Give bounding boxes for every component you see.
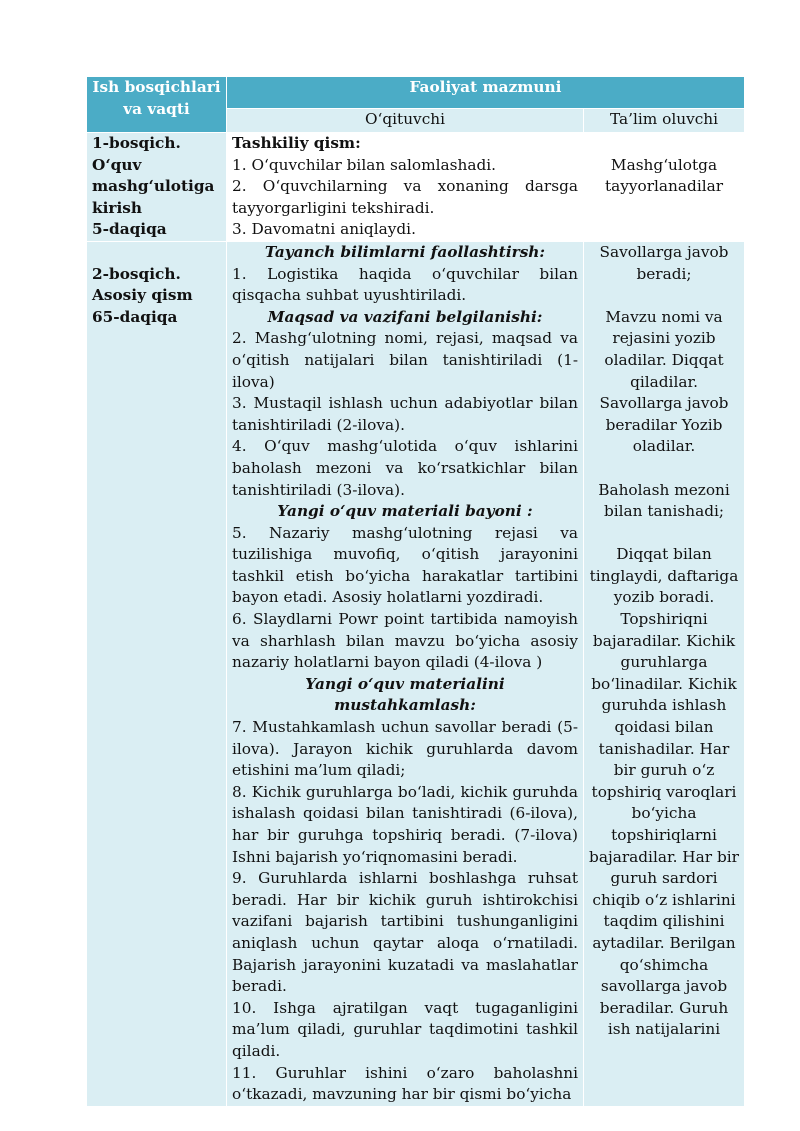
teacher-item: 3. Davomatni aniqlaydi.: [232, 220, 416, 239]
stage-1-line: 5-daqiqa: [92, 220, 167, 239]
teacher-item: 5. Nazariy mashg‘ulotning rejasi va tuzilishiga muvofiq, o‘qitish jarayonini tashkil etish bo‘yicha harakatlar tartibini bayon etadi. Asosiy holatlarni yozdiradi.: [232, 523, 578, 607]
student-text: Baholash mezoni bilan tanishadi;: [598, 480, 730, 521]
stage-1-line: mashg‘ulotiga: [92, 177, 215, 196]
teacher-item: 8. Kichik guruhlarga bo‘ladi, kichik guruhda ishalash qoidasi bilan tanishtiradi (6-ilova), har bir guruhga topshiriq beradi. (7-ilova) Ishni bajarish yo‘riqnomasini beradi.: [232, 782, 578, 866]
teacher-item: 7. Mustahkamlash uchun savollar beradi (5-ilova). Jarayon kichik guruhlarda davom etishini ma’lum qiladi;: [232, 718, 578, 780]
teacher-item: 9. Guruhlarda ishlarni boshlashga ruhsat beradi. Har bir kichik guruh ishtirokchisi vazifani bajarish tartibini tushunganligini aniqlash uchun qaytar aloqa o‘rnatiladi. Bajarish jarayonini kuzatadi va maslahatlar beradi.: [232, 869, 578, 996]
section-heading: Yangi o‘quv materialini mustahkamlash:: [305, 674, 505, 715]
header-stage-time: Ish bosqichlari va vaqti: [87, 77, 227, 133]
student-text: Mashg‘ulotga tayyorlanadilar: [604, 155, 724, 196]
lesson-plan-table: [86, 76, 745, 1107]
teacher-item: 1. O‘quvchilar bilan salomlashadi.: [232, 155, 497, 174]
teacher-item: 2. Mashg‘ulotning nomi, rejasi, maqsad va o‘qitish natijalari bilan tanishtiriladi (1-ilova): [232, 329, 578, 391]
teacher-item: 6. Slaydlarni Powr point tartibida namoyish va sharhlash bilan mavzu bo‘yicha asosiy nazariy holatlarni bayon qiladi (4-ilova ): [232, 610, 578, 672]
section-heading: Maqsad va vazifani belgilanishi:: [267, 307, 543, 326]
stage-1-cell: [87, 133, 227, 242]
section-heading: Tayanch bilimlarni faollashtirsh:: [264, 242, 546, 261]
stage-1-line: O‘quv: [92, 155, 142, 174]
stage-2-cell: [87, 241, 227, 1106]
stage-1-line: 1-bosqich.: [92, 134, 181, 152]
stage-2-row: [87, 241, 745, 1106]
student-text: Savollarga javob beradi;: [599, 242, 729, 283]
stage-2-line: 65-daqiqa: [92, 307, 178, 326]
stage-1-student-cell: [584, 133, 745, 242]
stage-2-line: Asosiy qism: [92, 286, 193, 305]
teacher-item: 4. O‘quv mashg‘ulotida o‘quv ishlarini baholash mezoni va ko‘rsatkichlar bilan tanishtiriladi (3-ilova).: [232, 437, 578, 499]
teacher-item: 11. Guruhlar ishini o‘zaro baholashni o‘tkazadi, mavzuning har bir qismi bo‘yicha: [232, 1063, 578, 1104]
teacher-item: 10. Ishga ajratilgan vaqt tugaganligini ma’lum qiladi, guruhlar taqdimotini tashkil qiladi.: [232, 998, 578, 1060]
stage-2-teacher-cell: [227, 241, 584, 1106]
student-text: Diqqat bilan tinglaydi, daftariga yozib boradi. Topshiriqni bajaradilar. Kichik guruhlarga bo‘linadilar. Kichik guruhda ishlash qoidasi bilan tanishadilar. Har bir guruh o‘z topshiriq varoqlari bo‘yicha topshiriqlarni bajaradilar. Har bir guruh sardori chiqib o‘z ishlarini taqdim qilishini aytadilar. Berilgan qo‘shimcha savollarga javob beradilar. Guruh ish natijalarini: [589, 545, 739, 1039]
stage-1-row: [87, 133, 745, 242]
stage-1-teacher-cell: [227, 133, 584, 242]
student-text: Mavzu nomi va rejasini yozib oladilar. Diqqat qiladilar. Savollarga javob beradilar Yozib oladilar.: [599, 307, 729, 456]
header-activity-content: Faoliyat mazmuni: [227, 77, 745, 109]
header-student: Ta’lim oluvchi: [584, 109, 745, 133]
header-teacher: O‘qituvchi: [227, 109, 584, 133]
teacher-item: 1. Logistika haqida o‘quvchilar bilan qisqacha suhbat uyushtiriladi.: [232, 264, 578, 305]
stage-2-student-cell: [584, 241, 745, 1106]
teacher-item: 2. O‘quvchilarning va xonaning darsga tayyorgarligini tekshiradi.: [232, 177, 578, 217]
teacher-item: 3. Mustaqil ishlash uchun adabiyotlar bilan tanishtiriladi (2-ilova).: [232, 394, 578, 434]
stage-1-teacher-title: Tashkiliy qism:: [232, 134, 361, 152]
stage-2-line: 2-bosqich.: [92, 264, 181, 283]
section-heading: Yangi o‘quv materiali bayoni :: [277, 502, 533, 521]
stage-1-line: kirish: [92, 198, 143, 217]
